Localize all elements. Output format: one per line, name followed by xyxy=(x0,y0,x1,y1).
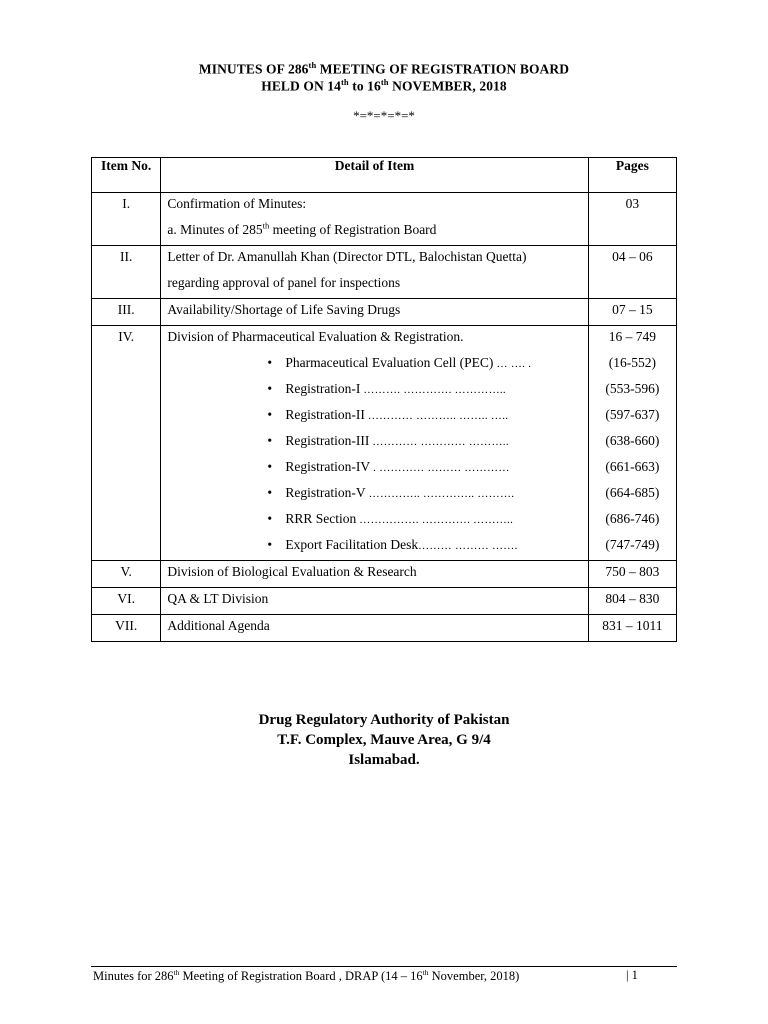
page-number: | 1 xyxy=(626,968,638,982)
item-number: II. xyxy=(119,249,133,264)
bullet-icon: • xyxy=(267,355,273,370)
bullet-icon: • xyxy=(267,433,273,448)
separator: *=*=*=*=* xyxy=(353,108,415,123)
item-pages: 03 xyxy=(625,196,640,211)
item-detail: Division of Pharmaceutical Evaluation & Registration. xyxy=(167,329,464,344)
bullet-icon: • xyxy=(267,537,273,552)
table-row xyxy=(92,615,677,642)
list-item xyxy=(167,534,587,560)
item-detail: QA & LT Division xyxy=(167,591,269,606)
item-detail: Division of Biological Evaluation & Research xyxy=(167,564,417,579)
item-detail: Additional Agenda xyxy=(167,618,270,633)
footer-divider xyxy=(91,966,677,967)
list-item xyxy=(167,508,587,534)
item-pages: 16 – 749 xyxy=(608,329,656,344)
organization-name: Drug Regulatory Authority of Pakistan xyxy=(258,712,510,728)
bullet-icon: • xyxy=(267,407,273,422)
table-row xyxy=(92,326,677,561)
page-footer: Minutes for 286th Meeting of Registration Board , DRAP (14 – 16th November, 2018) xyxy=(93,968,520,984)
sub-item-pages: (553-596) xyxy=(605,381,660,396)
item-number: V. xyxy=(120,564,132,579)
list-item xyxy=(167,352,587,378)
sub-item-label: Registration-IV xyxy=(285,459,371,474)
sub-item-pages: (638-660) xyxy=(605,433,660,448)
item-detail-sub: a. Minutes of 285th meeting of Registration Board xyxy=(167,220,437,237)
item-pages: 04 – 06 xyxy=(612,249,653,264)
sub-item-label: Registration-V xyxy=(285,485,366,500)
col-detail-header: Detail of Item xyxy=(161,158,588,193)
item-number: III. xyxy=(117,302,135,317)
table-row xyxy=(92,299,677,326)
item-number: I. xyxy=(122,196,131,211)
col-pages-header: Pages xyxy=(588,158,676,193)
organization-city: Islamabad. xyxy=(348,752,420,768)
list-item xyxy=(167,456,587,482)
leader-dots: ……………. …………. ……….. xyxy=(356,514,514,526)
item-detail: Letter of Dr. Amanullah Khan (Director DTL, Balochistan Quetta) xyxy=(167,249,527,264)
table-row xyxy=(92,246,677,299)
sub-item-label: Registration-II xyxy=(285,407,365,422)
table-row xyxy=(92,193,677,246)
leader-dots: ………. …………. ………….. xyxy=(360,384,506,396)
table-header-row xyxy=(92,158,677,193)
sub-item-pages: (661-663) xyxy=(605,459,660,474)
sub-item-pages: (664-685) xyxy=(605,485,660,500)
leader-dots: . ………… ……… ………… xyxy=(370,462,510,474)
list-item xyxy=(167,482,587,508)
sub-item-label: Registration-I xyxy=(285,381,361,396)
item-detail: Confirmation of Minutes: xyxy=(167,196,307,211)
sub-item-label: RRR Section xyxy=(285,511,357,526)
bullet-icon: • xyxy=(267,485,273,500)
item-number: VII. xyxy=(115,618,138,633)
item-pages: 750 – 803 xyxy=(605,564,660,579)
item-number: VI. xyxy=(117,591,135,606)
bullet-icon: • xyxy=(267,511,273,526)
item-number: IV. xyxy=(118,329,135,344)
leader-dots: ……… ……… ……. xyxy=(418,540,518,552)
contents-table xyxy=(91,157,677,642)
item-pages: 831 – 1011 xyxy=(602,618,663,633)
leader-dots: … …. . xyxy=(493,358,532,370)
sub-item-label: Pharmaceutical Evaluation Cell (PEC) xyxy=(285,355,494,370)
leader-dots: ………… ………… ……….. xyxy=(369,436,509,448)
item-detail: Availability/Shortage of Life Saving Drugs xyxy=(167,302,401,317)
bullet-icon: • xyxy=(267,381,273,396)
sub-item-pages: (686-746) xyxy=(605,511,660,526)
item-pages: 07 – 15 xyxy=(612,302,653,317)
sub-item-pages: (747-749) xyxy=(605,537,660,552)
sub-item-label: Export Facilitation Desk xyxy=(285,537,419,552)
leader-dots: ………… ……….. …….. ….. xyxy=(364,410,509,422)
col-item-header: Item No. xyxy=(92,158,161,193)
list-item xyxy=(167,430,587,456)
item-detail-cont: regarding approval of panel for inspections xyxy=(167,275,401,290)
item-pages: 804 – 830 xyxy=(605,591,660,606)
sub-item-label: Registration-III xyxy=(285,433,370,448)
leader-dots: ………….. ………….. ………. xyxy=(365,488,515,500)
table-row xyxy=(92,561,677,588)
list-item xyxy=(167,404,587,430)
organization-address: T.F. Complex, Mauve Area, G 9/4 xyxy=(277,732,491,748)
sub-item-pages: (16-552) xyxy=(608,355,656,370)
sub-item-pages: (597-637) xyxy=(605,407,660,422)
bullet-icon: • xyxy=(267,459,273,474)
document-title-line2: HELD ON 14th to 16th NOVEMBER, 2018 xyxy=(261,77,507,94)
table-row xyxy=(92,588,677,615)
list-item xyxy=(167,378,587,404)
document-title-line1: MINUTES OF 286th MEETING OF REGISTRATION BOARD xyxy=(198,60,570,77)
